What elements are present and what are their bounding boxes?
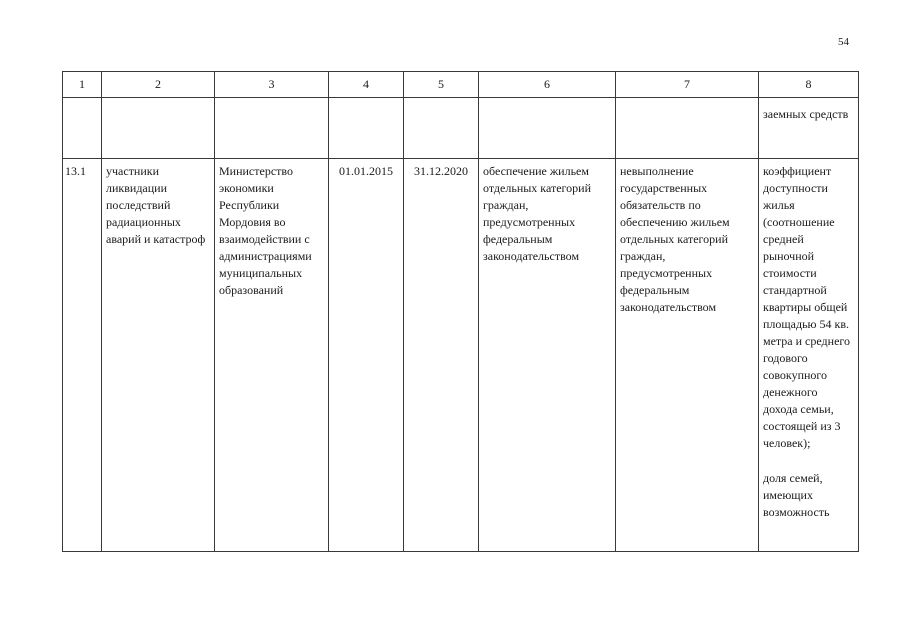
row-number-cell: 13.1 — [63, 159, 102, 552]
participants-cell: участники ликвидации последствий радиационных аварий и катастроф — [102, 159, 215, 552]
table-header-row — [63, 72, 859, 98]
consequences-cell: невыполнение государственных обязательств по обеспечению жильем отдельных категорий граждан, предусмотренных федеральным законодательством — [616, 159, 759, 552]
empty-cell — [329, 98, 404, 159]
empty-cell — [215, 98, 329, 159]
header-cell: 1 — [63, 72, 102, 98]
empty-cell — [479, 98, 616, 159]
indicators-cell — [759, 159, 859, 552]
continuation-indicator-cell: заемных средств — [759, 98, 859, 159]
header-cell: 3 — [215, 72, 329, 98]
header-cell: 6 — [479, 72, 616, 98]
start-date-cell: 01.01.2015 — [329, 159, 404, 552]
header-cell: 2 — [102, 72, 215, 98]
program-table — [62, 71, 859, 552]
page-number: 54 — [838, 36, 849, 48]
empty-cell — [63, 98, 102, 159]
continuation-row — [63, 98, 859, 159]
header-cell: 7 — [616, 72, 759, 98]
header-cell: 8 — [759, 72, 859, 98]
empty-cell — [102, 98, 215, 159]
executor-cell: Министерство экономики Республики Мордовия во взаимодействии с администрациями муниципальных образований — [215, 159, 329, 552]
empty-cell — [616, 98, 759, 159]
table-row — [63, 159, 859, 552]
header-cell: 4 — [329, 72, 404, 98]
indicator-text: доля семей, имеющих возможность — [763, 471, 830, 519]
header-cell: 5 — [404, 72, 479, 98]
expected-result-cell: обеспечение жильем отдельных категорий граждан, предусмотренных федеральным законодательством — [479, 159, 616, 552]
end-date-cell: 31.12.2020 — [404, 159, 479, 552]
indicator-text: коэффициент доступности жилья (соотношение средней рыночной стоимости стандартной квартиры общей площадью 54 кв. метра и среднего годового совокупного денежного дохода семьи, состоящей из 3 человек); — [763, 164, 851, 450]
empty-cell — [404, 98, 479, 159]
